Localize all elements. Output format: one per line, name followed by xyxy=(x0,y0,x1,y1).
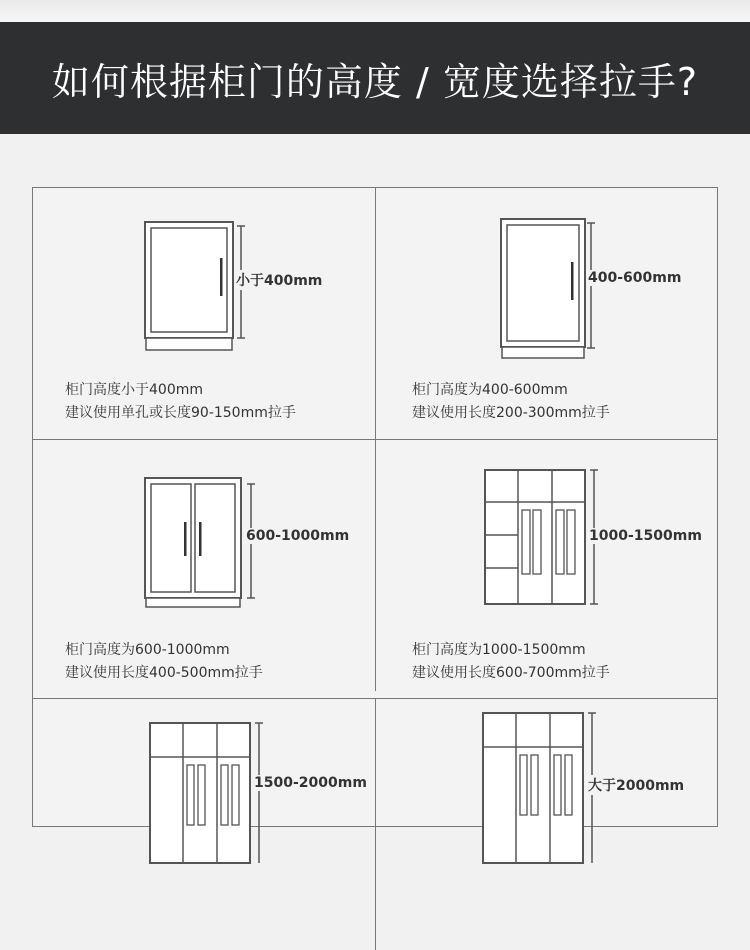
top-strip xyxy=(0,0,750,22)
dimension-label: 600-1000mm xyxy=(246,528,350,544)
wardrobe-drawing xyxy=(376,699,718,950)
dimension-label: 小于400mm xyxy=(236,270,322,290)
cell-600-1000 xyxy=(33,439,375,691)
handle-recommendation: 建议使用单孔或长度90-150mm拉手 xyxy=(65,405,296,421)
cell-over-2000 xyxy=(375,698,718,950)
height-caption: 柜门高度为600-1000mm xyxy=(65,642,230,658)
wardrobe-drawing xyxy=(33,699,375,950)
handle-recommendation: 建议使用长度600-700mm拉手 xyxy=(412,665,610,681)
dimension-label: 400-600mm xyxy=(588,270,682,286)
dimension-label: 大于2000mm xyxy=(588,775,684,795)
height-caption: 柜门高度小于400mm xyxy=(65,382,203,398)
dimension-label: 1500-2000mm xyxy=(254,775,367,791)
cell-1000-1500 xyxy=(375,439,718,691)
handle-recommendation: 建议使用长度200-300mm拉手 xyxy=(412,405,610,421)
cell-1500-2000 xyxy=(33,698,375,950)
page-title: 如何根据柜门的高度 / 宽度选择拉手? xyxy=(51,59,699,104)
dimension-label: 1000-1500mm xyxy=(589,528,702,544)
cabinet-grid xyxy=(32,187,718,827)
height-caption: 柜门高度为1000-1500mm xyxy=(412,642,586,658)
cell-under-400 xyxy=(33,188,375,439)
title-banner xyxy=(0,22,750,134)
cell-400-600 xyxy=(375,188,718,439)
handle-recommendation: 建议使用长度400-500mm拉手 xyxy=(65,665,263,681)
height-caption: 柜门高度为400-600mm xyxy=(412,382,568,398)
